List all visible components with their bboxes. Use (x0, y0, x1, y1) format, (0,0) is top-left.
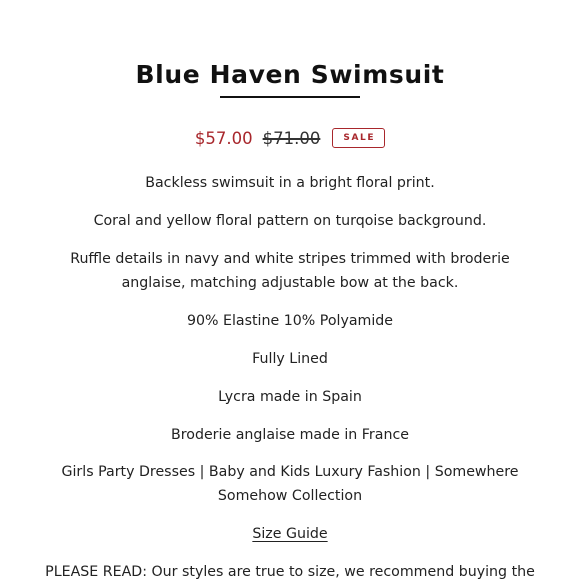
description-line: Backless swimsuit in a bright floral print. (145, 175, 435, 191)
size-guide-link[interactable]: Size Guide (252, 526, 328, 542)
description-line: Girls Party Dresses | Baby and Kids Luxury Fashion | Somewhere Somehow Collection (61, 464, 519, 504)
size-notice: PLEASE READ: Our styles are true to size, we recommend buying the (45, 564, 535, 580)
size-guide-row (40, 522, 540, 546)
description-line: Ruffle details in navy and white stripes trimmed with broderie anglaise, matching adjustable bow at the back. (70, 251, 510, 291)
description-line: Coral and yellow floral pattern on turqoise background. (93, 213, 487, 229)
description-line: 90% Elastine 10% Polyamide (186, 313, 394, 329)
sale-badge: SALE (332, 128, 385, 148)
description-line: Fully Lined (252, 351, 328, 367)
description-line: Broderie anglaise made in France (171, 427, 409, 443)
description-line: Lycra made in Spain (218, 389, 362, 405)
sale-price: $57.00 (194, 128, 253, 148)
product-title: Blue Haven Swimsuit (135, 60, 445, 89)
title-underline (220, 96, 360, 98)
compare-at-price: $71.00 (262, 128, 321, 148)
price-row (0, 126, 580, 150)
